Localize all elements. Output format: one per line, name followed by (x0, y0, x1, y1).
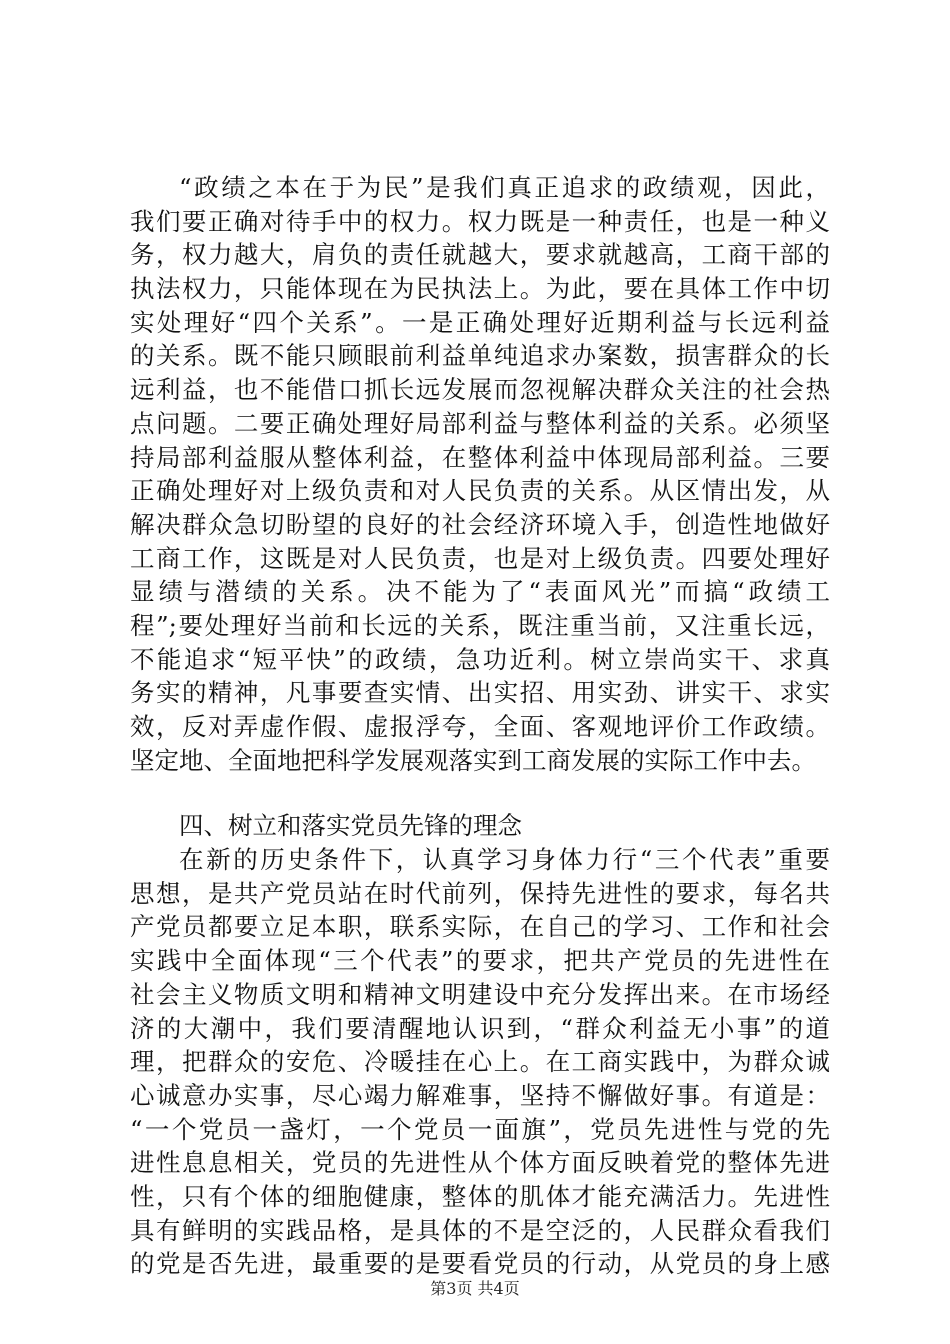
text-line: 心诚意办实事，尽心竭力解难事，坚持不懈做好事。有道是： (130, 1080, 830, 1110)
text-line: 实践中全面体现“三个代表”的要求，把共产党员的先进性在 (130, 946, 830, 976)
text-line: 执法权力，只能体现在为民执法上。为此，要在具体工作中切 (130, 274, 830, 304)
paragraph (130, 843, 830, 1281)
text-line: 不能追求“短平快”的政绩，急功近利。树立崇尚实干、求真 (130, 644, 830, 674)
text-line: 思想，是共产党员站在时代前列，保持先进性的要求，每名共 (130, 878, 830, 908)
text-line: 务实的精神，凡事要查实情、出实招、用实劲、讲实干、求实 (130, 678, 830, 708)
paragraph (130, 171, 830, 777)
text-line: 点问题。二要正确处理好局部利益与整体利益的关系。必须坚 (130, 408, 830, 438)
text-line: 持局部利益服从整体利益，在整体利益中体现局部利益。三要 (130, 442, 830, 472)
text-line: 具有鲜明的实践品格，是具体的不是空泛的，人民群众看我们 (130, 1215, 830, 1245)
text-line: 显绩与潜绩的关系。决不能为了“表面风光”而搞“政绩工 (130, 577, 830, 607)
text-line: 社会主义物质文明和精神文明建设中充分发挥出来。在市场经 (130, 979, 830, 1009)
page-footer: 第3页 共4页 (430, 1279, 520, 1298)
text-line: 解决群众急切盼望的良好的社会经济环境入手，创造性地做好 (130, 509, 830, 539)
text-line: 性，只有个体的细胞健康，整体的肌体才能充满活力。先进性 (130, 1181, 830, 1211)
section-heading (130, 809, 830, 843)
text-line: 我们要正确对待手中的权力。权力既是一种责任，也是一种义 (130, 206, 830, 236)
text-line: “一个党员一盏灯，一个党员一面旗”，党员先进性与党的先 (130, 1114, 830, 1144)
text-line: “政绩之本在于为民”是我们真正追求的政绩观，因此， (179, 173, 830, 202)
text-line: 理，把群众的安危、冷暖挂在心上。在工商实践中，为群众诚 (130, 1047, 830, 1077)
text-line: 工商工作，这既是对人民负责，也是对上级负责。四要处理好 (130, 543, 830, 573)
text-line: 坚定地、全面地把科学发展观落实到工商发展的实际工作中去。 (130, 745, 816, 775)
heading-line: 四、树立和落实党员先锋的理念 (179, 811, 522, 841)
text-line: 济的大潮中，我们要清醒地认识到，“群众利益无小事”的道 (130, 1013, 830, 1043)
text-line: 务，权力越大，肩负的责任就越大，要求就越高，工商干部的 (130, 240, 830, 270)
document-body (130, 171, 830, 1281)
text-line: 的关系。既不能只顾眼前利益单纯追求办案数，损害群众的长 (130, 341, 830, 371)
text-line: 进性息息相关，党员的先进性从个体方面反映着党的整体先进 (130, 1148, 830, 1178)
text-line: 正确处理好对上级负责和对人民负责的关系。从区情出发，从 (130, 476, 830, 506)
text-line: 程”;要处理好当前和长远的关系，既注重当前，又注重长远， (130, 610, 830, 640)
text-line: 实处理好“四个关系”。一是正确处理好近期利益与长远利益 (130, 307, 830, 337)
text-line: 产党员都要立足本职，联系实际，在自己的学习、工作和社会 (130, 912, 830, 942)
text-line: 远利益，也不能借口抓长远发展而忽视解决群众关注的社会热 (130, 375, 830, 405)
text-line: 效，反对弄虚作假、虚报浮夸，全面、客观地评价工作政绩。 (130, 712, 830, 741)
text-line: 的党是否先进，最重要的是要看党员的行动，从党员的身上感 (130, 1249, 830, 1279)
paragraph-spacer (130, 777, 830, 809)
text-line: 在新的历史条件下，认真学习身体力行“三个代表”重要 (179, 845, 830, 875)
